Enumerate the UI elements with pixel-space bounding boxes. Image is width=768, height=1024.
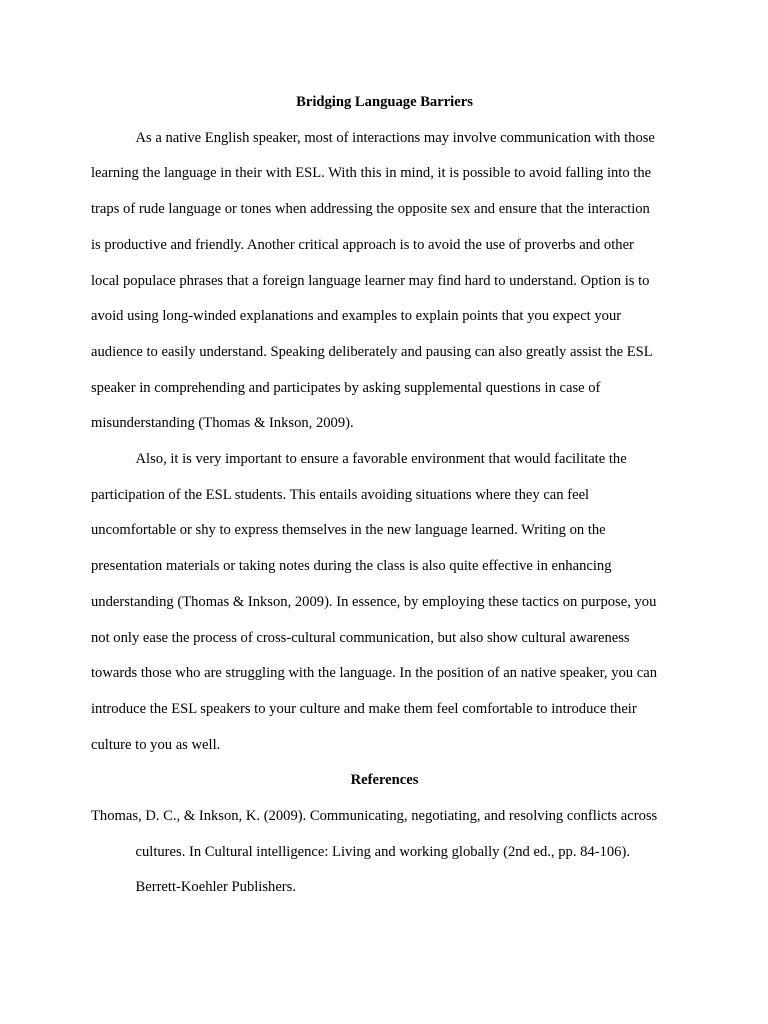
paragraph-line: speaker in comprehending and participates by asking supplemental questions in case of xyxy=(91,379,601,396)
reference-line: Thomas, D. C., & Inkson, K. (2009). Communicating, negotiating, and resolving conflicts across xyxy=(91,808,658,825)
paragraph-line: participation of the ESL students. This entails avoiding situations where they can feel xyxy=(91,486,590,503)
paragraph-line: As a native English speaker, most of interactions may involve communication with those xyxy=(135,129,655,146)
paragraph-line: culture to you as well. xyxy=(91,736,221,753)
paragraph-2 xyxy=(91,442,678,763)
reference-line: cultures. In Cultural intelligence: Living and working globally (2nd ed., pp. 84-106). xyxy=(135,843,630,860)
paragraph-line: not only ease the process of cross-cultural communication, but also show cultural awareness xyxy=(91,629,630,646)
paragraph-line: local populace phrases that a foreign language learner may find hard to understand. Option is to xyxy=(91,272,650,289)
paragraph-line: avoid using long-winded explanations and examples to explain points that you expect your xyxy=(91,308,622,325)
paragraph-line: understanding (Thomas & Inkson, 2009). In essence, by employing these tactics on purpose, you xyxy=(91,593,657,610)
paragraph-line: learning the language in their with ESL. With this in mind, it is possible to avoid falling into the xyxy=(91,165,652,182)
paragraph-line: presentation materials or taking notes during the class is also quite effective in enhancing xyxy=(91,558,612,575)
references-heading: References xyxy=(350,772,419,789)
paragraph-line: introduce the ESL speakers to your culture and make them feel comfortable to introduce their xyxy=(91,700,637,717)
reference-entry xyxy=(91,799,678,906)
paragraph-1 xyxy=(91,121,678,442)
document-title: Bridging Language Barriers xyxy=(296,94,473,110)
paragraph-line: traps of rude language or tones when addressing the opposite sex and ensure that the interaction xyxy=(91,201,650,218)
document-body xyxy=(91,85,678,906)
paragraph-line: is productive and friendly. Another critical approach is to avoid the use of proverbs and other xyxy=(91,236,634,253)
paragraph-line: misunderstanding (Thomas & Inkson, 2009). xyxy=(91,415,354,432)
reference-line: Berrett-Koehler Publishers. xyxy=(135,879,296,896)
paragraph-line: Also, it is very important to ensure a favorable environment that would facilitate the xyxy=(135,451,627,468)
paragraph-line: towards those who are struggling with the language. In the position of an native speaker, you can xyxy=(91,665,657,682)
paragraph-line: audience to easily understand. Speaking deliberately and pausing can also greatly assist the ESL xyxy=(91,343,653,360)
paragraph-line: uncomfortable or shy to express themselves in the new language learned. Writing on the xyxy=(91,522,606,539)
